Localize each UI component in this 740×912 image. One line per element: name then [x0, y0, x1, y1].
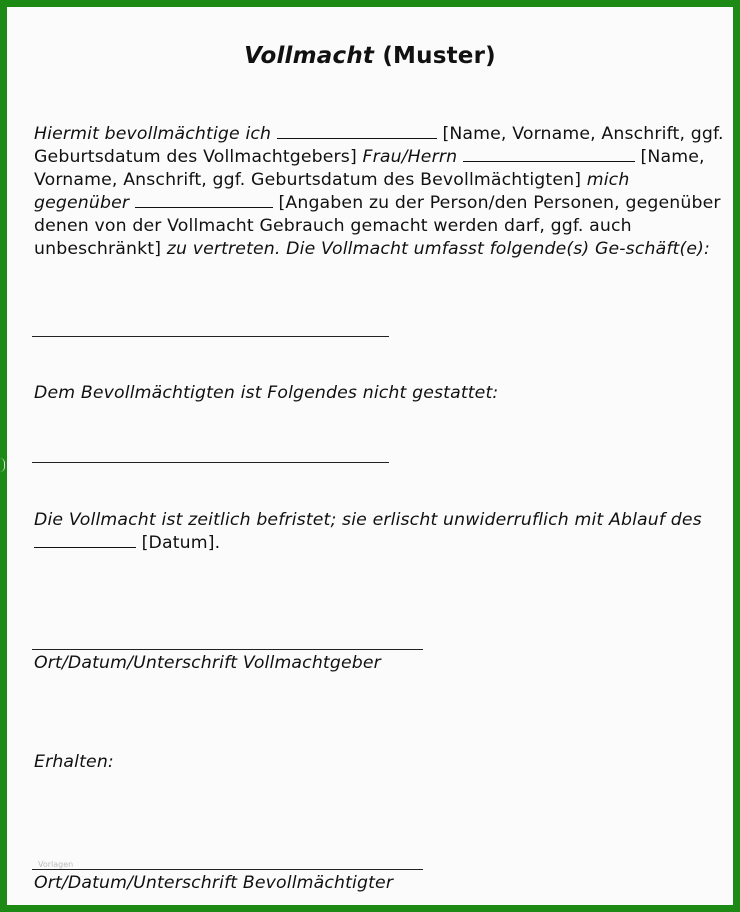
intro-text-5: mich gegenüber [34, 170, 630, 214]
agent-signature-line[interactable] [32, 869, 423, 870]
title-italic: Vollmacht [244, 43, 375, 69]
edge-artifact [0, 458, 5, 472]
document-title [7, 43, 733, 69]
title-suffix: (Muster) [374, 43, 496, 69]
intro-text-4: [Name, Vorname, Anschrift, ggf. Geburtsdatum des Bevollmächtigten] [34, 147, 705, 191]
principal-signature-line[interactable] [32, 649, 423, 650]
counterparty-blank[interactable] [135, 192, 273, 208]
received-label: Erhalten: [34, 752, 114, 772]
time-limit-text-2: [Datum]. [136, 533, 221, 553]
watermark-text: Vorlagen [38, 860, 74, 869]
business-scope-line[interactable] [32, 336, 389, 337]
principal-name-blank[interactable] [277, 123, 437, 139]
not-permitted-line[interactable] [32, 462, 389, 463]
time-limit-paragraph [34, 509, 724, 555]
document-page [7, 7, 733, 905]
intro-text-3: Frau/Herrn [362, 147, 458, 168]
intro-text-2: [Name, Vorname, Anschrift, ggf. Geburtsdatum des Vollmachtgebers] [34, 124, 724, 168]
intro-text-7: zu vertreten. Die Vollmacht umfasst folgende(s) Ge-schäft(e): [166, 239, 711, 260]
time-limit-text-1: Die Vollmacht ist zeitlich befristet; sie erlischt unwiderruflich mit Ablauf des [34, 510, 702, 530]
intro-text-1: Hiermit bevollmächtige ich [34, 124, 272, 144]
agent-name-blank[interactable] [463, 146, 635, 162]
intro-paragraph [34, 123, 724, 262]
principal-signature-label: Ort/Datum/Unterschrift Vollmachtgeber [34, 653, 381, 673]
expiry-date-blank[interactable] [34, 532, 136, 548]
not-permitted-label: Dem Bevollmächtigten ist Folgendes nicht gestattet: [34, 383, 499, 403]
agent-signature-label: Ort/Datum/Unterschrift Bevollmächtigter [34, 873, 394, 893]
intro-text-6: [Angaben zu der Person/den Personen, gegenüber denen von der Vollmacht Gebrauch gemacht werden darf, ggf. auch unbeschränkt] [34, 193, 721, 260]
